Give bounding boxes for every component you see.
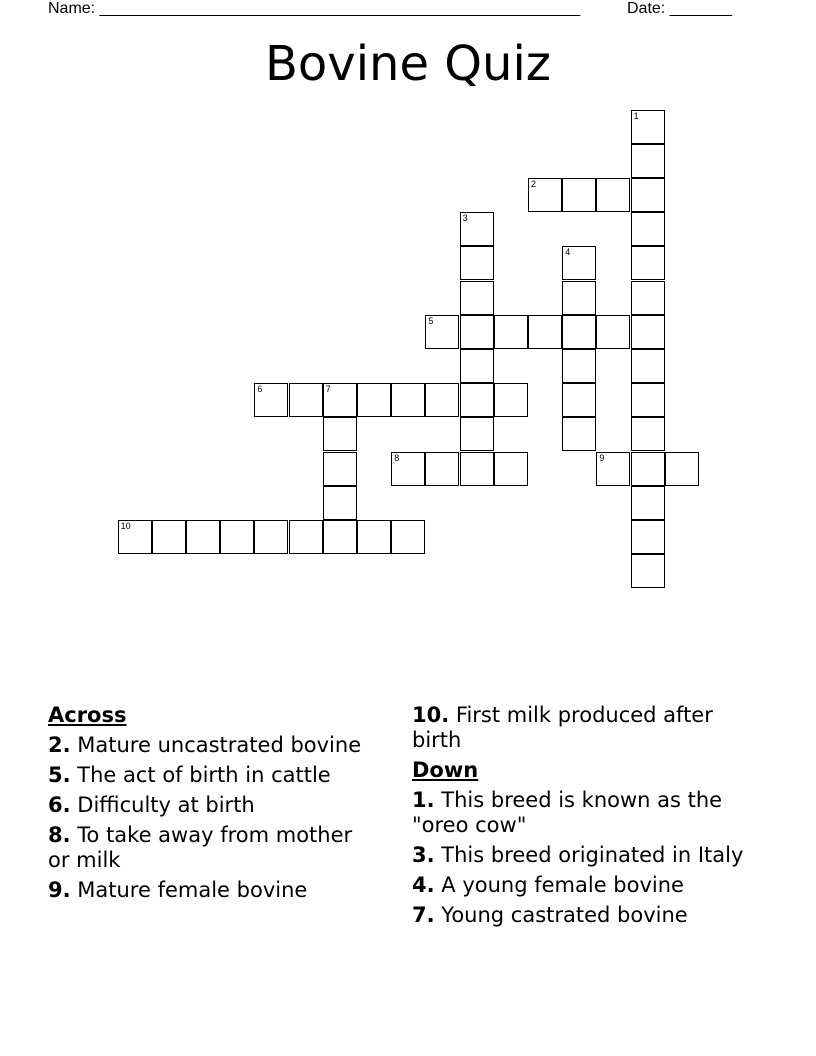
grid-cell[interactable] [631, 520, 665, 554]
clue-across-6 [48, 793, 378, 818]
grid-cell[interactable] [357, 520, 391, 554]
grid-cell[interactable] [494, 315, 528, 349]
clue-text: Young castrated bovine [441, 903, 688, 927]
clue-number: 9. [48, 878, 71, 902]
grid-cell[interactable] [562, 383, 596, 417]
down-heading: Down [412, 758, 479, 782]
grid-cell[interactable] [460, 315, 494, 349]
date-field-label: Date: _______ [627, 0, 732, 17]
grid-cell[interactable] [289, 383, 323, 417]
clue-text: This breed originated in Italy [441, 843, 744, 867]
page-title: Bovine Quiz [265, 36, 551, 92]
clue-text: Difficulty at birth [77, 793, 255, 817]
grid-cell[interactable] [323, 452, 357, 486]
grid-cell[interactable] [631, 246, 665, 280]
grid-cell-number: 6 [257, 384, 263, 395]
grid-cell[interactable] [631, 315, 665, 349]
grid-cell[interactable] [562, 349, 596, 383]
grid-cell-number: 3 [462, 213, 468, 224]
grid-cell[interactable] [596, 315, 630, 349]
grid-cell[interactable] [323, 417, 357, 451]
grid-cell[interactable] [631, 178, 665, 212]
grid-cell-number: 4 [565, 247, 571, 258]
clue-down-4 [412, 873, 762, 898]
clue-number: 8. [48, 823, 71, 847]
grid-cell[interactable] [460, 212, 494, 246]
grid-cell[interactable] [425, 452, 459, 486]
grid-cell[interactable] [460, 349, 494, 383]
grid-cell[interactable] [631, 383, 665, 417]
clues-column-right [412, 703, 762, 933]
clue-text: A young female bovine [441, 873, 684, 897]
clue-across-8 [48, 823, 378, 873]
grid-cell[interactable] [254, 383, 288, 417]
clue-down-3 [412, 843, 762, 868]
clue-number: 3. [412, 843, 435, 867]
grid-cell[interactable] [631, 212, 665, 246]
clue-across-2 [48, 733, 378, 758]
grid-cell[interactable] [460, 417, 494, 451]
clue-number: 1. [412, 788, 435, 812]
grid-cell[interactable] [528, 178, 562, 212]
grid-cell[interactable] [323, 383, 357, 417]
grid-cell-number: 10 [120, 521, 131, 531]
clue-across-10 [412, 703, 762, 753]
grid-cell-number: 8 [394, 452, 400, 463]
clue-number: 10. [412, 703, 450, 727]
clue-text: Mature female bovine [77, 878, 308, 902]
grid-cell-number: 1 [633, 110, 639, 121]
clue-across-9 [48, 878, 378, 903]
grid-cell[interactable] [220, 520, 254, 554]
clue-number: 7. [412, 903, 435, 927]
grid-cell[interactable] [425, 383, 459, 417]
clue-number: 2. [48, 733, 71, 757]
grid-cell[interactable] [494, 452, 528, 486]
grid-cell[interactable] [631, 349, 665, 383]
clue-down-7 [412, 903, 762, 928]
grid-cell[interactable] [186, 520, 220, 554]
grid-cell[interactable] [528, 315, 562, 349]
grid-cell-number: 7 [325, 384, 331, 395]
grid-cell[interactable] [562, 315, 596, 349]
grid-cell[interactable] [631, 144, 665, 178]
grid-cell[interactable] [152, 520, 186, 554]
grid-cell[interactable] [562, 281, 596, 315]
clue-text: Mature uncastrated bovine [77, 733, 362, 757]
clue-text: To take away from mother or milk [48, 823, 353, 872]
grid-cell[interactable] [631, 554, 665, 588]
clue-number: 4. [412, 873, 435, 897]
clue-number: 6. [48, 793, 71, 817]
grid-cell[interactable] [357, 383, 391, 417]
grid-cell[interactable] [323, 520, 357, 554]
name-field-label: Name: ______________________________________________________ [48, 0, 581, 17]
grid-cell[interactable] [391, 383, 425, 417]
grid-cell[interactable] [254, 520, 288, 554]
clue-across-5 [48, 763, 378, 788]
grid-cell[interactable] [665, 452, 699, 486]
grid-cell[interactable] [118, 520, 152, 554]
grid-cell[interactable] [460, 281, 494, 315]
grid-cell-number: 2 [531, 179, 537, 189]
grid-cell[interactable] [391, 520, 425, 554]
clue-text: First milk produced after birth [412, 703, 713, 752]
clue-text: This breed is known as the "oreo cow" [412, 788, 723, 837]
grid-cell[interactable] [596, 178, 630, 212]
grid-cell[interactable] [460, 452, 494, 486]
grid-cell[interactable] [460, 383, 494, 417]
grid-cell[interactable] [596, 452, 630, 486]
grid-cell[interactable] [289, 520, 323, 554]
grid-cell-number: 5 [428, 315, 434, 326]
grid-cell[interactable] [631, 110, 665, 144]
grid-cell[interactable] [631, 452, 665, 486]
clue-text: The act of birth in cattle [77, 763, 331, 787]
grid-cell[interactable] [391, 452, 425, 486]
grid-cell-number: 9 [599, 452, 605, 463]
grid-cell[interactable] [323, 486, 357, 520]
grid-cell[interactable] [460, 246, 494, 280]
grid-cell[interactable] [425, 315, 459, 349]
grid-cell[interactable] [562, 417, 596, 451]
grid-cell[interactable] [562, 246, 596, 280]
grid-cell[interactable] [631, 417, 665, 451]
grid-cell[interactable] [631, 486, 665, 520]
across-heading: Across [48, 703, 127, 727]
clue-down-1 [412, 788, 762, 838]
clues-column-left [48, 703, 378, 908]
clue-number: 5. [48, 763, 71, 787]
grid-cell[interactable] [494, 383, 528, 417]
grid-cell[interactable] [562, 178, 596, 212]
grid-cell[interactable] [631, 281, 665, 315]
